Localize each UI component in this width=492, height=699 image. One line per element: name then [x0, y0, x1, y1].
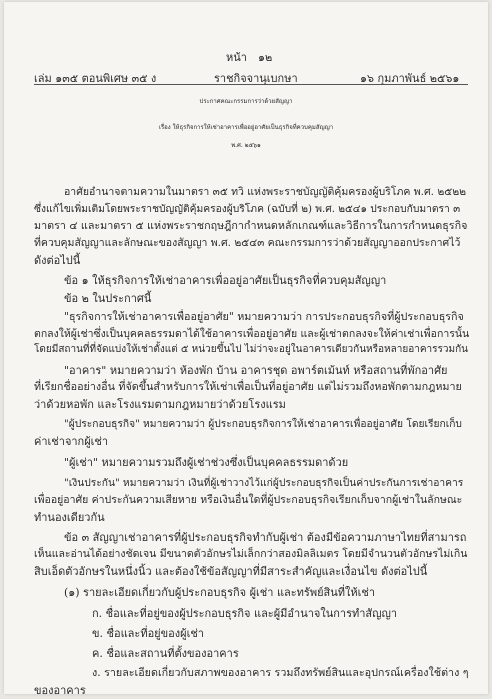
preamble-line: มาตรา ๔ และมาตรา ๕ แห่งพระราชกฤษฎีกากำหนดหลักเกณฑ์และวิธีการในการกำหนดธุรกิจ: [34, 219, 468, 232]
page-label: หน้า: [226, 51, 247, 64]
definition-line: ตกลงให้ผู้เช่าซึ่งเป็นบุคคลธรรมดาได้ใช้อาคารเพื่ออยู่อาศัย และผู้เช่าตกลงจะให้ค่าเช่าเพื่อการนั้น: [34, 328, 470, 340]
clause-1: ข้อ ๑ ให้ธุรกิจการให้เช่าอาคารเพื่ออยู่อาศัยเป็นธุรกิจที่ควบคุมสัญญา: [64, 274, 387, 287]
definition-line: โดยมีสถานที่ที่จัดแบ่งให้เช่าตั้งแต่ ๕ หน่วยขึ้นไป ไม่ว่าจะอยู่ในอาคารเดียวกันหรือหลายอาคารรวมกัน: [34, 344, 468, 355]
sub-item-c: ค. ชื่อและสถานที่ตั้งของอาคาร: [92, 647, 239, 660]
definition-line: ค่าเช่าจากผู้เช่า: [34, 435, 109, 448]
preamble-line: ซึ่งแก้ไขเพิ่มเติมโดยพระราชบัญญัติคุ้มครองผู้บริโภค (ฉบับที่ ๒) พ.ศ. ๒๕๔๑ ประกอบกับมาตรา ๓: [34, 203, 461, 215]
document-page: [4, 2, 488, 697]
page-number: ๑๒: [258, 51, 273, 64]
sub-item-d-continued: ของอาคาร: [34, 684, 86, 697]
definition-line: ที่เรียกชื่ออย่างอื่น ที่จัดขึ้นสำหรับการให้เช่าเพื่อเป็นที่อยู่อาศัย แต่ไม่รวมถึงหอพักตามกฎหมาย: [34, 380, 462, 393]
definition-line: "เงินประกัน" หมายความว่า เงินที่ผู้เช่าวางไว้แก่ผู้ประกอบธุรกิจเป็นค่าประกันการเช่าอาคาร: [64, 477, 464, 489]
gazette-publisher: ราชกิจจานุเบกษา: [214, 72, 298, 85]
preamble-line: ดังต่อไปนี้: [34, 254, 81, 267]
sub-item-d: ง. รายละเอียดเกี่ยวกับสภาพของอาคาร รวมถึงทรัพย์สินและอุปกรณ์เครื่องใช้ต่าง ๆ: [92, 666, 469, 679]
definition-line: ทำนองเดียวกัน: [34, 511, 105, 524]
definition-line: "ผู้เช่า" หมายความรวมถึงผู้เช่าช่วงซึ่งเป็นบุคคลธรรมดาด้วย: [64, 456, 349, 469]
document-year: พ.ศ. ๒๕๖๑: [231, 142, 261, 149]
clause-3-line: ข้อ ๓ สัญญาเช่าอาคารที่ผู้ประกอบธุรกิจทำกับผู้เช่า ต้องมีข้อความภาษาไทยที่สามารถ: [64, 531, 467, 544]
gazette-date: ๑๖ กุมภาพันธ์ ๒๕๖๑: [360, 72, 460, 85]
clause-3-line: เห็นและอ่านได้อย่างชัดเจน มีขนาดตัวอักษรไม่เล็กกว่าสองมิลลิเมตร โดยมีจำนวนตัวอักษรไม่เกิน: [34, 548, 468, 560]
clause-3-line: สิบเอ็ดตัวอักษรในหนึ่งนิ้ว และต้องใช้ข้อสัญญาที่มีสาระสำคัญและเงื่อนไข ดังต่อไปนี้: [34, 565, 428, 578]
definition-line: ว่าด้วยหอพัก และโรงแรมตามกฎหมายว่าด้วยโรงแรม: [34, 398, 286, 411]
preamble-line: อาศัยอำนาจตามความในมาตรา ๓๕ ทวิ แห่งพระราชบัญญัติคุ้มครองผู้บริโภค พ.ศ. ๒๕๒๒: [64, 186, 467, 198]
definition-line: "อาคาร" หมายความว่า ห้องพัก บ้าน อาคารชุด อพาร์ตเม้นท์ หรือสถานที่พักอาศัย: [64, 364, 448, 377]
definition-line: "ธุรกิจการให้เช่าอาคารเพื่ออยู่อาศัย" หมายความว่า การประกอบธุรกิจที่ผู้ประกอบธุรกิจ: [64, 310, 464, 323]
header-divider: [34, 84, 468, 85]
definition-line: "ผู้ประกอบธุรกิจ" หมายความว่า ผู้ประกอบธุรกิจการให้เช่าอาคารเพื่ออยู่อาศัย โดยเรียกเก็บ: [64, 418, 462, 430]
preamble-line: ที่ควบคุมสัญญาและลักษณะของสัญญา พ.ศ. ๒๕๔๓ คณะกรรมการว่าด้วยสัญญาออกประกาศไว้: [34, 237, 461, 249]
sub-item-b: ข. ชื่อและที่อยู่ของผู้เช่า: [92, 627, 204, 640]
document-subject: เรื่อง ให้ธุรกิจการให้เช่าอาคารเพื่ออยู่อาศัยเป็นธุรกิจที่ควบคุมสัญญา: [158, 124, 334, 131]
item-1: (๑) รายละเอียดเกี่ยวกับผู้ประกอบธุรกิจ ผู้เช่า และทรัพย์สินที่ให้เช่า: [64, 586, 376, 599]
sub-item-a: ก. ชื่อและที่อยู่ของผู้ประกอบธุรกิจ และผู้มีอำนาจในการทำสัญญา: [92, 607, 398, 620]
clause-2: ข้อ ๒ ในประกาศนี้: [64, 292, 152, 305]
document-title: ประกาศคณะกรรมการว่าด้วยสัญญา: [199, 98, 293, 105]
gazette-volume: เล่ม ๑๓๕ ตอนพิเศษ ๓๕ ง: [34, 72, 157, 85]
definition-line: เพื่ออยู่อาศัย ค่าประกันความเสียหาย หรือเงินอื่นใดที่ผู้ประกอบธุรกิจเรียกเก็บจากผู้เช่าในลักษณะ: [34, 494, 463, 506]
